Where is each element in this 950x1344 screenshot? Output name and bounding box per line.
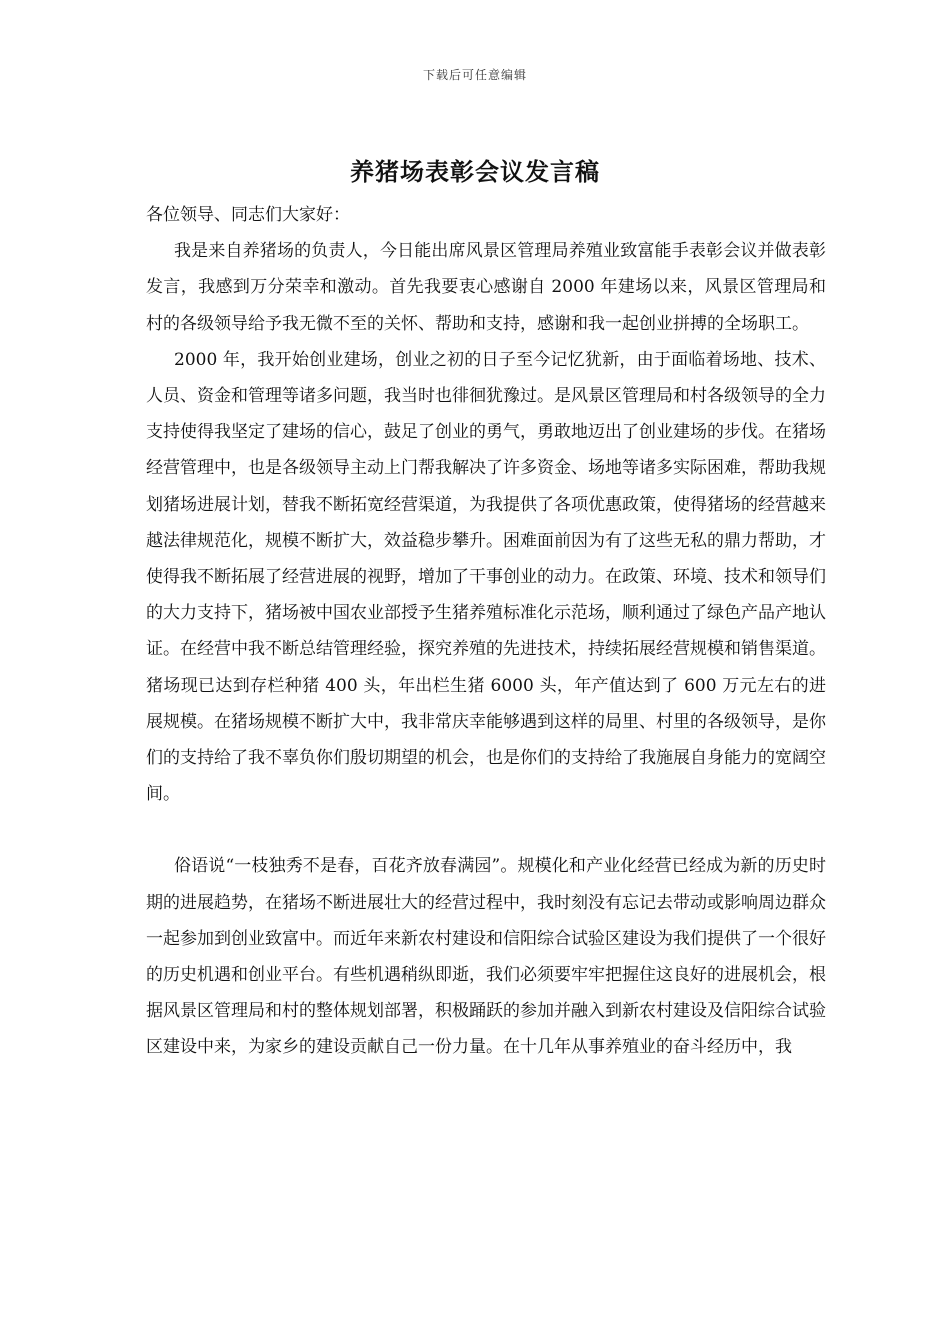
paragraph-3: 俗语说“一枝独秀不是春，百花齐放春满园”。规模化和产业化经营已经成为新的历史时期的进展趋势，在猪场不断进展壮大的经营过程中，我时刻没有忘记去带动或影响周边群众一起参加到创业致富中。而近年来新农村建设和信阳综合试验区建设为我们提供了一个很好的历史机遇和创业平台。有些机遇稍纵即逝，我们必须要牢牢把握住这良好的进展机会，根据风景区管理局和村的整体规划部署，积极踊跃的参加并融入到新农村建设及信阳综合试验区建设中来，为家乡的建设贡献自己一份力量。在十几年从事养殖业的奋斗经历中，我	[146, 856, 826, 1058]
paragraph-2: 2000 年，我开始创业建场，创业之初的日子至今记忆犹新，由于面临着场地、技术、人员、资金和管理等诸多问题，我当时也徘徊犹豫过。是风景区管理局和村各级领导的全力支持使得我坚定了建场的信心，鼓足了创业的勇气，勇敢地迈出了创业建场的步伐。在猪场经营管理中，也是各级领导主动上门帮我解决了许多资金、场地等诸多实际困难，帮助我规划猪场进展计划，替我不断拓宽经营渠道，为我提供了各项优惠政策，使得猪场的经营越来越法律规范化，规模不断扩大，效益稳步攀升。困难面前因为有了这些无私的鼎力帮助，才使得我不断拓展了经营进展的视野，增加了干事创业的动力。在政策、环境、技术和领导们的大力支持下，猪场被中国农业部授予生猪养殖标准化示范场，顺利通过了绿色产品产地认证。在经营中我不断总结管理经验，探究养殖的先进技术，持续拓展经营规模和销售渠道。猪场现已达到存栏种猪 400 头，年出栏生猪 6000 头，年产值达到了 600 万元左右的进展规模。在猪场规模不断扩大中，我非常庆幸能够遇到这样的局里、村里的各级领导，是你们的支持给了我不辜负你们殷切期望的机会，也是你们的支持给了我施展自身能力的宽阔空间。	[146, 349, 826, 805]
document-body	[146, 197, 826, 1066]
page-header-note: 下载后可任意编辑	[422, 68, 527, 82]
document-title: 养猪场表彰会议发言稿	[350, 157, 600, 186]
paragraph-spacer	[146, 812, 826, 848]
salutation: 各位领导、同志们大家好：	[146, 205, 350, 225]
paragraph-1: 我是来自养猪场的负责人，今日能出席风景区管理局养殖业致富能手表彰会议并做表彰发言，我感到万分荣幸和激动。首先我要衷心感谢自 2000 年建场以来，风景区管理局和村的各级领导给予我无微不至的关怀、帮助和支持，感谢和我一起创业拼搏的全场职工。	[146, 241, 826, 334]
